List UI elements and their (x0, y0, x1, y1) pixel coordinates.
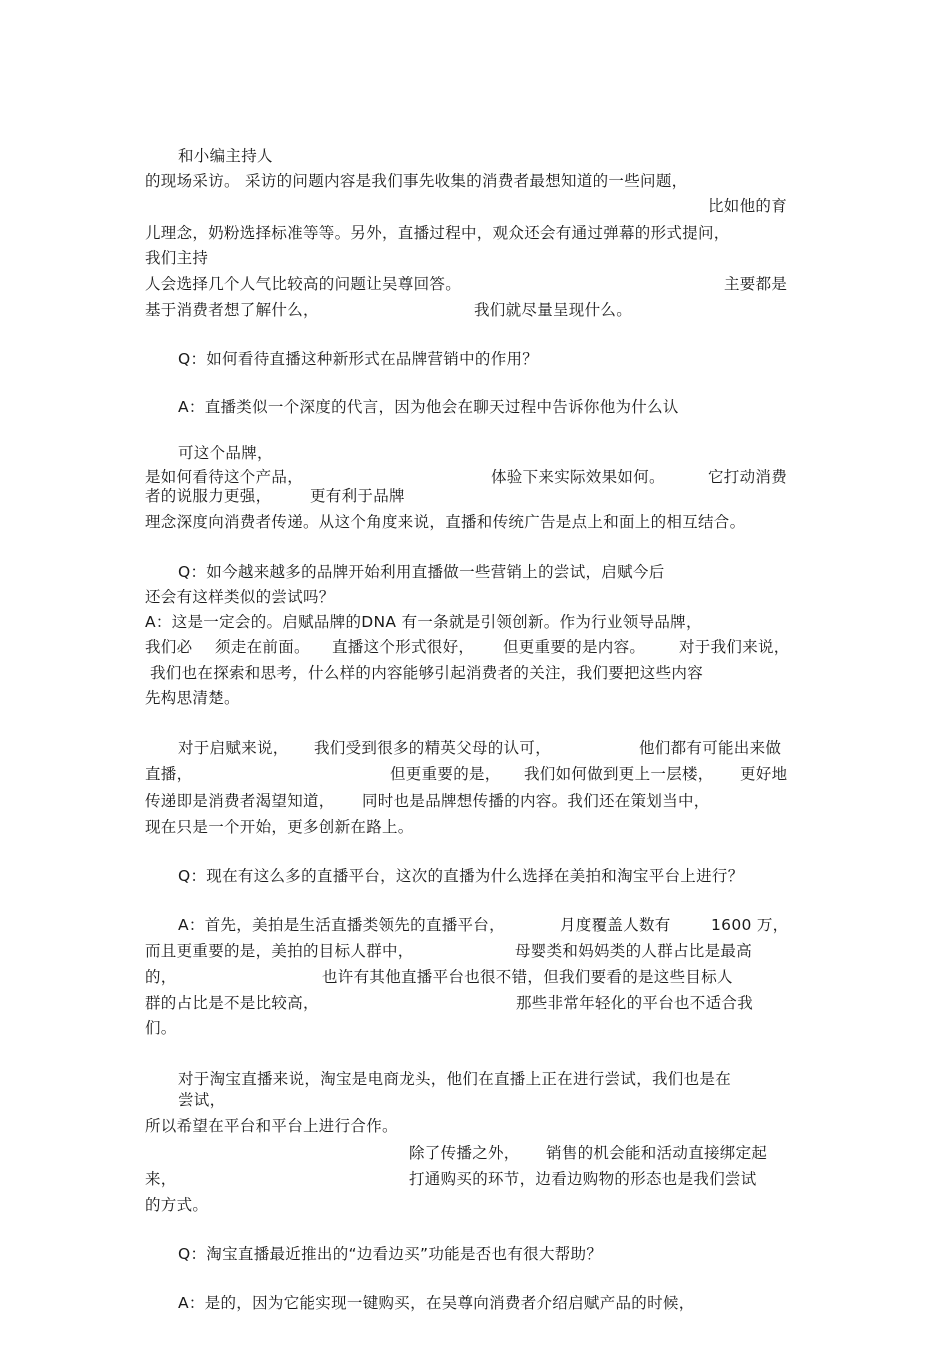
text-line: 人会选择几个人气比较高的问题让吴尊回答。 (145, 275, 462, 293)
text-line: 可这个品牌， (178, 444, 273, 462)
text-line: 群的占比是不是比较高， (145, 994, 319, 1012)
text-line: 现在只是一个开始，更多创新在路上。 (145, 818, 414, 836)
text-line: 传递即是消费者渴望知道， (145, 792, 335, 810)
text-line: 体验下来实际效果如何。 (491, 468, 665, 486)
text-line: 对于我们来说， (679, 638, 790, 656)
text-line: 销售的机会能和活动直接绑定起 (546, 1144, 768, 1162)
answer-line: A：直播类似一个深度的代言，因为他会在聊天过程中告诉你他为什么认 (178, 398, 679, 416)
text-line: 们。 (145, 1019, 177, 1037)
question-line: Q：现在有这么多的直播平台，这次的直播为什么选择在美拍和淘宝平台上进行？ (178, 867, 744, 885)
text-line: 我们也在探索和思考，什么样的内容能够引起消费者的关注，我们要把这些内容 (150, 664, 704, 682)
text-line: 所以希望在平台和平台上进行合作。 (145, 1117, 398, 1135)
text-line: 理念深度向消费者传递。从这个角度来说，直播和传统广告是点上和面上的相互结合。 (145, 513, 746, 531)
answer-line: A：这是一定会的。启赋品牌的DNA 有一条就是引领创新。作为行业领导品牌， (145, 613, 702, 631)
question-line: Q：如今越来越多的品牌开始利用直播做一些营销上的尝试，启赋今后 (178, 563, 665, 581)
text-line: 也许有其他直播平台也很不错，但我们要看的是这些目标人 (322, 968, 733, 986)
text-line: 他们都有可能出来做 (639, 739, 782, 757)
question-line: Q：如何看待直播这种新形式在品牌营销中的作用？ (178, 350, 539, 368)
text-line: 直播， (145, 765, 193, 783)
text-line: 对于淘宝直播来说，淘宝是电商龙头，他们在直播上正在进行尝试，我们也是在 (178, 1070, 732, 1088)
text-line: 来， (145, 1170, 177, 1188)
answer-line: A：是的，因为它能实现一键购买，在吴尊向消费者介绍启赋产品的时候， (178, 1294, 695, 1312)
text-line: 对于启赋来说， (178, 739, 289, 757)
text-line: 基于消费者想了解什么， (145, 301, 319, 319)
text-line: 儿理念，奶粉选择标准等等。另外，直播过程中，观众还会有通过弹幕的形式提问， (145, 224, 730, 242)
answer-line: A：首先，美拍是生活直播类领先的直播平台， (178, 916, 505, 934)
text-line: 但更重要的是内容。 (503, 638, 646, 656)
text-line: 的方式。 (145, 1196, 209, 1214)
text-line: 我们就尽量呈现什么。 (474, 301, 633, 319)
text-line: 而且更重要的是，美拍的目标人群中， (145, 942, 414, 960)
text-line: 我们如何做到更上一层楼， (524, 765, 714, 783)
text-line: 是如何看待这个产品， (145, 468, 304, 486)
text-line: 直播这个形式很好， (332, 638, 475, 656)
text-line: 还会有这样类似的尝试吗？ (145, 588, 335, 606)
text-line: 同时也是品牌想传播的内容。我们还在策划当中， (362, 792, 710, 810)
text-line: 打通购买的环节，边看边购物的形态也是我们尝试 (409, 1170, 757, 1188)
text-line: 母婴类和妈妈类的人群占比是最高 (515, 942, 753, 960)
text-line: 和小编主持人 (178, 147, 273, 165)
text-line: 先构思清楚。 (145, 689, 240, 707)
text-line: 更好地 (740, 765, 788, 783)
text-line: 除了传播之外， (409, 1144, 520, 1162)
text-line: 我们必 (145, 638, 193, 656)
text-line: 的， (145, 968, 177, 986)
text-line: 1600 万， (711, 916, 789, 934)
text-line: 的现场采访。 采访的问题内容是我们事先收集的消费者最想知道的一些问题， (145, 172, 688, 190)
text-line: 月度覆盖人数有 (560, 916, 671, 934)
text-line: 尝试， (178, 1091, 226, 1109)
text-line: 比如他的育 (708, 197, 788, 215)
text-line: 那些非常年轻化的平台也不适合我 (516, 994, 754, 1012)
text-line: 但更重要的是， (390, 765, 501, 783)
text-line: 须走在前面。 (215, 638, 310, 656)
text-line: 主要都是 (724, 275, 788, 293)
text-line: 者的说服力更强， (145, 487, 272, 505)
text-line: 我们主持 (145, 249, 209, 267)
question-line: Q：淘宝直播最近推出的“边看边买”功能是否也有很大帮助？ (178, 1245, 603, 1263)
text-line: 它打动消费 (708, 468, 788, 486)
text-line: 更有利于品牌 (310, 487, 405, 505)
text-line: 我们受到很多的精英父母的认可， (314, 739, 552, 757)
